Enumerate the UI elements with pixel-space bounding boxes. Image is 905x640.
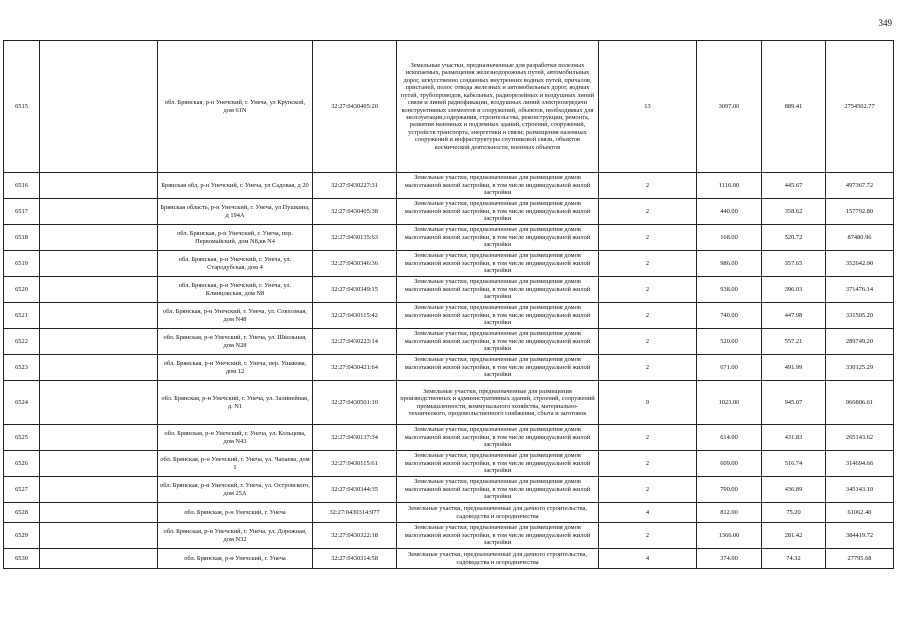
row-number-cell: 6515 [4, 41, 40, 173]
table-row [4, 225, 894, 251]
address-cell: обл. Брянская, р-н Унечский, г. Унеча, ул. Чапаева, дом 1 [158, 451, 313, 477]
land-use-cell: Земельные участки, предназначенные для разработки полезных ископаемых, размещения железнодорожных путей, автомобильных дорог, искусственно созданных внутренних водных путей, причалов, пристаней, полос отвода железных и автомобильных дорог, водных путей, трубопроводов, кабельных, радиорелейных и воздушных линий связи и линий радиофикации, воздушных линий электропередачи конструктивных элементов и сооружений, объектов, необходимых для эксплуатации,содержания, строительства, реконструкции, ремонта, развития наземных и подземных зданий, строений, сооружений, устройств транспорта, энергетики и связи; размещения наземных сооружений и инфраструктуры спутниковой связи, объектов космической деятельности, военных объектов [397, 41, 599, 173]
empty-cell [40, 173, 158, 199]
table-row [4, 425, 894, 451]
cadastral-value-cell: 87480.96 [826, 225, 894, 251]
row-number-cell: 6518 [4, 225, 40, 251]
unit-value-cell: 445.67 [762, 173, 826, 199]
cadastral-value-cell: 345143.10 [826, 477, 894, 503]
cadastral-value-table [3, 40, 894, 569]
group-cell: 4 [599, 549, 697, 569]
address-cell: обл. Брянская, р-н Унечский, г. Унеча, ул. Совхозная, дом N48 [158, 303, 313, 329]
land-use-cell: Земельные участки, предназначенные для размещения домов малоэтажной жилой застройки, в том числе индивидуальной жилой застройки [397, 251, 599, 277]
row-number-cell: 6528 [4, 503, 40, 523]
empty-cell [40, 251, 158, 277]
cadastral-value-cell: 966806.61 [826, 381, 894, 425]
unit-value-cell: 436.89 [762, 477, 826, 503]
cadastral-value-cell: 331505.20 [826, 303, 894, 329]
address-cell: обл. Брянская, р-н Унечский, г. Унеча, ул. Дорожная, дом N32 [158, 523, 313, 549]
unit-value-cell: 520.72 [762, 225, 826, 251]
cadastral-value-cell: 61062.40 [826, 503, 894, 523]
unit-value-cell: 889.41 [762, 41, 826, 173]
table-row [4, 381, 894, 425]
group-cell: 2 [599, 225, 697, 251]
empty-cell [40, 523, 158, 549]
area-cell: 1366.00 [697, 523, 762, 549]
cadastral-value-cell: 2754502.77 [826, 41, 894, 173]
address-cell: обл. Брянская, р-н Унечский, г. Унеча, пер. Первомайский, дом N8,кв N4 [158, 225, 313, 251]
table-row [4, 477, 894, 503]
empty-cell [40, 41, 158, 173]
table-body [4, 41, 894, 569]
empty-cell [40, 199, 158, 225]
cadastral-number-cell: 32:27:0430115:42 [313, 303, 397, 329]
table-row [4, 503, 894, 523]
group-cell: 9 [599, 381, 697, 425]
unit-value-cell: 357.65 [762, 251, 826, 277]
cadastral-number-cell: 32:27:0430346:36 [313, 251, 397, 277]
area-cell: 1116.00 [697, 173, 762, 199]
address-cell: обл. Брянская, р-н Унечский, г. Унеча, ул. Клинцовская, дом N8 [158, 277, 313, 303]
empty-cell [40, 355, 158, 381]
cadastral-value-cell: 157792.80 [826, 199, 894, 225]
row-number-cell: 6526 [4, 451, 40, 477]
table-row [4, 329, 894, 355]
row-number-cell: 6516 [4, 173, 40, 199]
empty-cell [40, 503, 158, 523]
address-cell: обл. Брянская, р-н Унечский, г. Унеча, пер. Ушакова, дом 12 [158, 355, 313, 381]
group-cell: 4 [599, 503, 697, 523]
row-number-cell: 6521 [4, 303, 40, 329]
group-cell: 2 [599, 199, 697, 225]
land-use-cell: Земельные участки, предназначенные для размещения домов малоэтажной жилой застройки, в том числе индивидуальной жилой застройки [397, 523, 599, 549]
unit-value-cell: 945.07 [762, 381, 826, 425]
cadastral-value-cell: 497367.72 [826, 173, 894, 199]
area-cell: 1023.00 [697, 381, 762, 425]
empty-cell [40, 381, 158, 425]
address-cell: обл. Брянская, р-н Унечский, г. Унеча [158, 549, 313, 569]
table-row [4, 303, 894, 329]
cadastral-number-cell: 32:27:0430349:15 [313, 277, 397, 303]
cadastral-number-cell: 32:27:0430137:34 [313, 425, 397, 451]
cadastral-value-cell: 330125.29 [826, 355, 894, 381]
unit-value-cell: 516.74 [762, 451, 826, 477]
land-use-cell: Земельные участки, предназначенные для размещения домов малоэтажной жилой застройки, в том числе индивидуальной жилой застройки [397, 355, 599, 381]
land-use-cell: Земельные участки, предназначенные для размещения производственных и административных зданий, строений, сооружений промышленности, коммунального хозяйства, материально-технического, продовольственного снабжения, сбыта и заготовок [397, 381, 599, 425]
land-use-cell: Земельные участки, предназначенные для размещения домов малоэтажной жилой застройки, в том числе индивидуальной жилой застройки [397, 451, 599, 477]
empty-cell [40, 425, 158, 451]
unit-value-cell: 431.83 [762, 425, 826, 451]
cadastral-value-cell: 371476.14 [826, 277, 894, 303]
address-cell: обл. Брянская, р-н Унечский, г. Унеча, ул. Кольцова, дом N43 [158, 425, 313, 451]
area-cell: 3097.00 [697, 41, 762, 173]
empty-cell [40, 329, 158, 355]
group-cell: 13 [599, 41, 697, 173]
land-use-cell: Земельные участки, предназначенные для размещения домов малоэтажной жилой застройки, в том числе индивидуальной жилой застройки [397, 225, 599, 251]
land-use-cell: Земельные участки, предназначенные для размещения домов малоэтажной жилой застройки, в том числе индивидуальной жилой застройки [397, 303, 599, 329]
group-cell: 2 [599, 277, 697, 303]
row-number-cell: 6530 [4, 549, 40, 569]
table-row [4, 251, 894, 277]
table-row [4, 277, 894, 303]
area-cell: 614.00 [697, 425, 762, 451]
land-use-cell: Земельные участки, предназначенные для дачного строительства, садоводства и огородничества [397, 549, 599, 569]
table-row [4, 41, 894, 173]
empty-cell [40, 477, 158, 503]
group-cell: 2 [599, 251, 697, 277]
cadastral-number-cell: 32:27:0430405:38 [313, 199, 397, 225]
cadastral-value-cell: 265143.62 [826, 425, 894, 451]
page-number: 349 [878, 18, 892, 28]
cadastral-number-cell: 32:27:0430314:58 [313, 549, 397, 569]
cadastral-value-cell: 384419.72 [826, 523, 894, 549]
row-number-cell: 6522 [4, 329, 40, 355]
address-cell: Брянская обл, р-н Унечский, г. Унеча, ул Садовая, д 20 [158, 173, 313, 199]
empty-cell [40, 549, 158, 569]
row-number-cell: 6519 [4, 251, 40, 277]
empty-cell [40, 277, 158, 303]
group-cell: 2 [599, 451, 697, 477]
land-use-cell: Земельные участки, предназначенные для размещения домов малоэтажной жилой застройки, в том числе индивидуальной жилой застройки [397, 277, 599, 303]
area-cell: 790.00 [697, 477, 762, 503]
address-cell: обл. Брянская, р-н Унечский, г. Унеча, ул. Школьная, дом N28 [158, 329, 313, 355]
row-number-cell: 6529 [4, 523, 40, 549]
table-row [4, 199, 894, 225]
address-cell: обл. Брянская, р-н Унечский, г. Унеча, ул. Залинейная, д. N1 [158, 381, 313, 425]
cadastral-number-cell: 32:27:0430405:20 [313, 41, 397, 173]
address-cell: обл. Брянская, р-н Унечский, г. Унеча, ул Крупской, дом 61N [158, 41, 313, 173]
area-cell: 609.00 [697, 451, 762, 477]
group-cell: 2 [599, 173, 697, 199]
cadastral-number-cell: 32:27:0430115:61 [313, 451, 397, 477]
area-cell: 812.00 [697, 503, 762, 523]
address-cell: обл. Брянская, р-н Унечский, г. Унеча, ул. Островского, дом 25А [158, 477, 313, 503]
address-cell: обл. Брянская, р-н Унечский, г. Унеча [158, 503, 313, 523]
row-number-cell: 6520 [4, 277, 40, 303]
unit-value-cell: 396.03 [762, 277, 826, 303]
cadastral-number-cell: 32:27:0430421:64 [313, 355, 397, 381]
address-cell: Брянская область, р-н Унечский, г. Унеча, ул Пушкина, д 194А [158, 199, 313, 225]
cadastral-value-cell: 27795.68 [826, 549, 894, 569]
cadastral-value-cell: 352642.90 [826, 251, 894, 277]
area-cell: 986.00 [697, 251, 762, 277]
land-use-cell: Земельные участки, предназначенные для размещения домов малоэтажной жилой застройки, в том числе индивидуальной жилой застройки [397, 425, 599, 451]
land-use-cell: Земельные участки, предназначенные для размещения домов малоэтажной жилой застройки, в том числе индивидуальной жилой застройки [397, 477, 599, 503]
group-cell: 2 [599, 329, 697, 355]
unit-value-cell: 74.32 [762, 549, 826, 569]
cadastral-number-cell: 32:27:0430135:63 [313, 225, 397, 251]
row-number-cell: 6527 [4, 477, 40, 503]
unit-value-cell: 75.20 [762, 503, 826, 523]
table-row [4, 523, 894, 549]
group-cell: 2 [599, 523, 697, 549]
cadastral-value-cell: 289749.20 [826, 329, 894, 355]
area-cell: 374.00 [697, 549, 762, 569]
empty-cell [40, 303, 158, 329]
cadastral-number-cell: 32:27:0430344:35 [313, 477, 397, 503]
cadastral-number-cell: 32:27:0430227:31 [313, 173, 397, 199]
group-cell: 2 [599, 355, 697, 381]
row-number-cell: 6524 [4, 381, 40, 425]
row-number-cell: 6523 [4, 355, 40, 381]
row-number-cell: 6525 [4, 425, 40, 451]
cadastral-value-cell: 314694.66 [826, 451, 894, 477]
address-cell: обл. Брянская, р-н Унечский, г. Унеча, ул. Стародубская, дом 4 [158, 251, 313, 277]
land-use-cell: Земельные участки, предназначенные для дачного строительства, садоводства и огородничества [397, 503, 599, 523]
group-cell: 2 [599, 477, 697, 503]
area-cell: 671.00 [697, 355, 762, 381]
cadastral-number-cell: 32:27:0430501:10 [313, 381, 397, 425]
table-row [4, 451, 894, 477]
unit-value-cell: 557.21 [762, 329, 826, 355]
cadastral-number-cell: 32:27:0430314:977 [313, 503, 397, 523]
table-row [4, 173, 894, 199]
land-use-cell: Земельные участки, предназначенные для размещения домов малоэтажной жилой застройки, в том числе индивидуальной жилой застройки [397, 199, 599, 225]
empty-cell [40, 451, 158, 477]
table-row [4, 549, 894, 569]
row-number-cell: 6517 [4, 199, 40, 225]
land-use-cell: Земельные участки, предназначенные для размещения домов малоэтажной жилой застройки, в том числе индивидуальной жилой застройки [397, 173, 599, 199]
area-cell: 938.00 [697, 277, 762, 303]
land-use-cell: Земельные участки, предназначенные для размещения домов малоэтажной жилой застройки, в том числе индивидуальной жилой застройки [397, 329, 599, 355]
area-cell: 740.00 [697, 303, 762, 329]
area-cell: 440.00 [697, 199, 762, 225]
group-cell: 2 [599, 303, 697, 329]
unit-value-cell: 358.62 [762, 199, 826, 225]
area-cell: 168.00 [697, 225, 762, 251]
cadastral-number-cell: 32:27:0430223:14 [313, 329, 397, 355]
unit-value-cell: 281.42 [762, 523, 826, 549]
unit-value-cell: 491.99 [762, 355, 826, 381]
cadastral-number-cell: 32:27:0430322:18 [313, 523, 397, 549]
table-row [4, 355, 894, 381]
area-cell: 520.00 [697, 329, 762, 355]
group-cell: 2 [599, 425, 697, 451]
unit-value-cell: 447.98 [762, 303, 826, 329]
empty-cell [40, 225, 158, 251]
